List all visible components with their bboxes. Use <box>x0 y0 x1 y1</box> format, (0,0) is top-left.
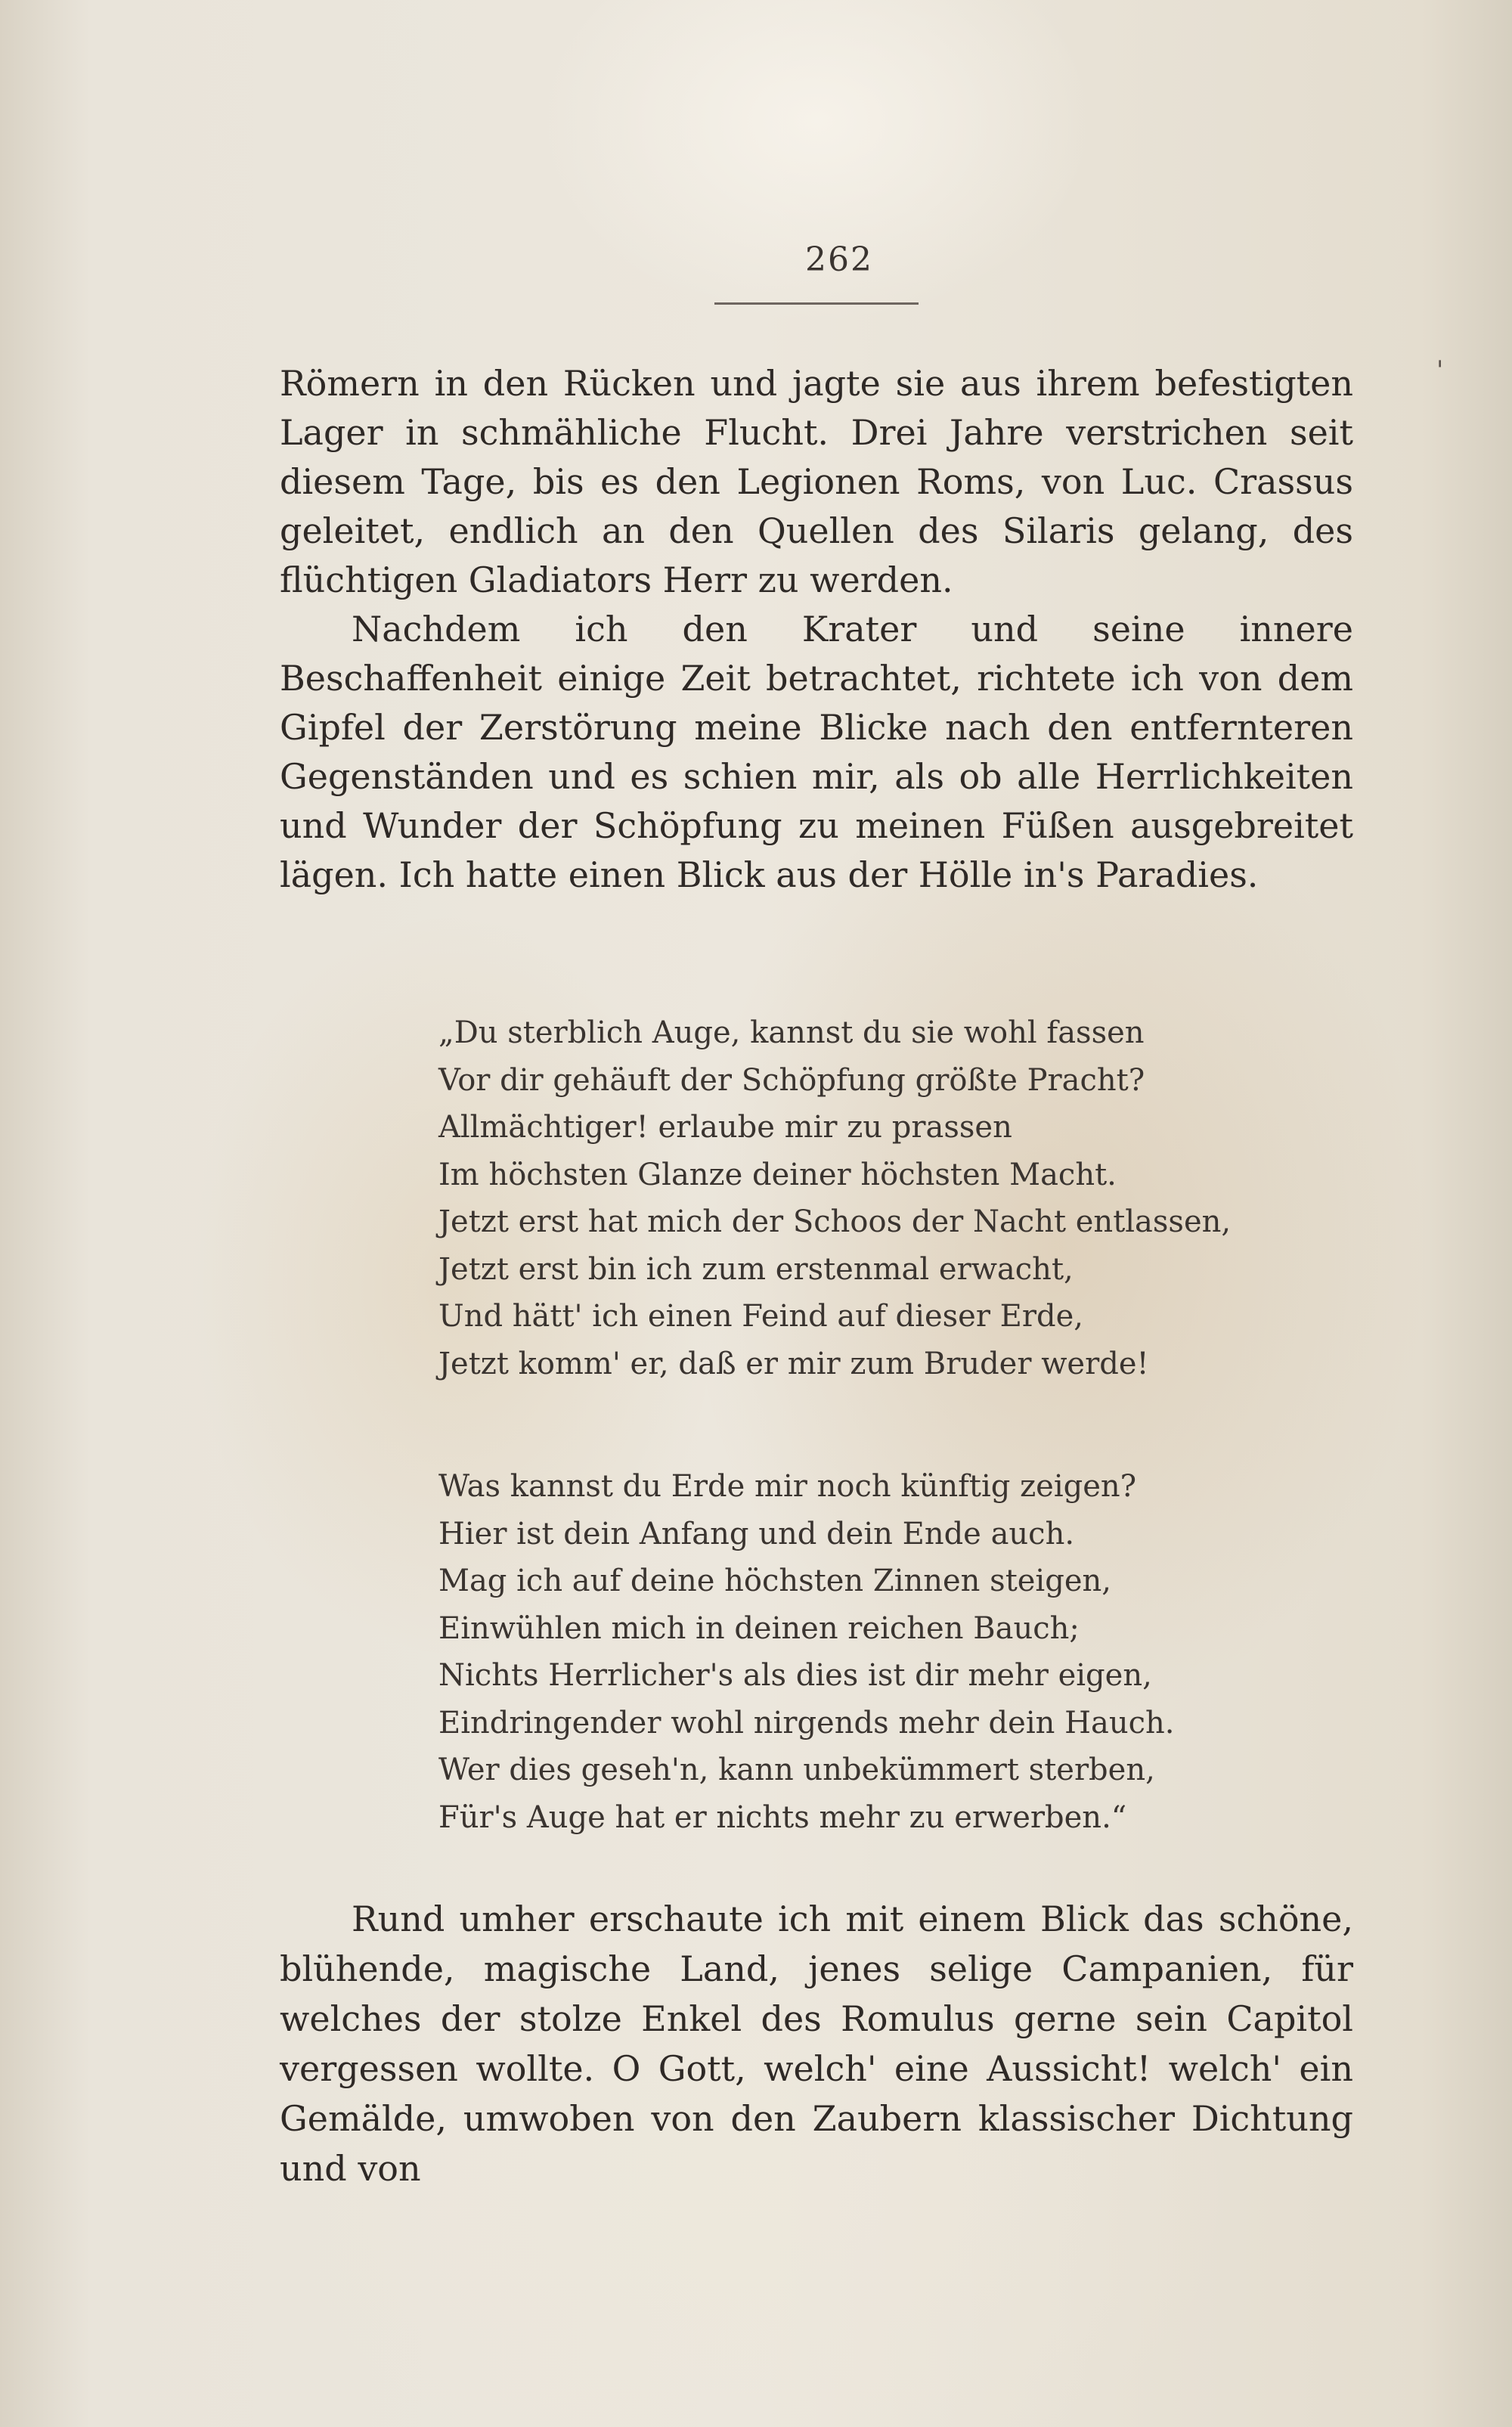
verse-line: Eindringender wohl nirgends mehr dein Hauch. <box>438 1705 1175 1740</box>
verse-line: Und hätt' ich einen Feind auf dieser Erde, <box>438 1299 1083 1334</box>
verse-line: Im höchsten Glanze deiner höchsten Macht. <box>438 1157 1117 1192</box>
verse-line: Mag ich auf deine höchsten Zinnen steigen, <box>438 1564 1111 1598</box>
prose-block-top <box>280 359 1353 900</box>
poem-stanza-1 <box>438 1009 1270 1387</box>
page-number: 262 <box>805 240 873 279</box>
verse-line: Nichts Herrlicher's als dies ist dir mehr eigen, <box>438 1658 1152 1693</box>
verse-line: Wer dies geseh'n, kann unbekümmert sterben, <box>438 1753 1155 1787</box>
verse-line: Hier ist dein Anfang und dein Ende auch. <box>438 1516 1075 1551</box>
verse-line: Jetzt erst bin ich zum erstenmal erwacht, <box>438 1251 1074 1287</box>
verse-line: „Du sterblich Auge, kannst du sie wohl fassen <box>438 1015 1145 1050</box>
margin-mark: ' <box>1436 355 1444 386</box>
paragraph-continuation: Römern in den Rücken und jagte sie aus ihrem befestigten Lager in schmähliche Flucht. Drei Jahre verstrichen seit diesem Tage, bis es den Legionen Roms, von Luc. Crassus geleitet, endlich an den Quellen des Silaris gelang, des flüchtigen Gladiators Herr zu werden. <box>280 363 1353 600</box>
poem-stanza-2 <box>438 1463 1270 1841</box>
paragraph-campanien: Rund umher erschaute ich mit einem Blick das schöne, blühende, magische Land, jenes selige Campanien, für welches der stolze Enkel des Romulus gerne sein Capitol vergessen wollte. O Gott, welch' eine Aussicht! welch' ein Gemälde, umwoben von den Zaubern klassischer Dichtung und von <box>280 1899 1353 2189</box>
paragraph-krater: Nachdem ich den Krater und seine innere Beschaffenheit einige Zeit betrachtet, richtete ich von dem Gipfel der Zerstörung meine Blicke nach den entfernteren Gegenständen und es schien mir, als ob alle Herrlichkeiten und Wunder der Schöpfung zu meinen Füßen ausgebreitet lägen. Ich hatte einen Blick aus der Hölle in's Paradies. <box>280 609 1353 895</box>
header-rule <box>714 302 919 305</box>
verse-line: Für's Auge hat er nichts mehr zu erwerben.“ <box>438 1799 1127 1835</box>
prose-block-bottom <box>280 1894 1353 2193</box>
verse-line: Jetzt erst hat mich der Schoos der Nacht entlassen, <box>438 1204 1232 1239</box>
verse-line: Allmächtiger! erlaube mir zu prassen <box>438 1110 1012 1145</box>
verse-line: Jetzt komm' er, daß er mir zum Bruder werde! <box>438 1346 1149 1381</box>
verse-line: Was kannst du Erde mir noch künftig zeigen? <box>438 1469 1137 1504</box>
verse-line: Einwühlen mich in deinen reichen Bauch; <box>438 1610 1080 1646</box>
verse-line: Vor dir gehäuft der Schöpfung größte Pracht? <box>438 1062 1145 1098</box>
